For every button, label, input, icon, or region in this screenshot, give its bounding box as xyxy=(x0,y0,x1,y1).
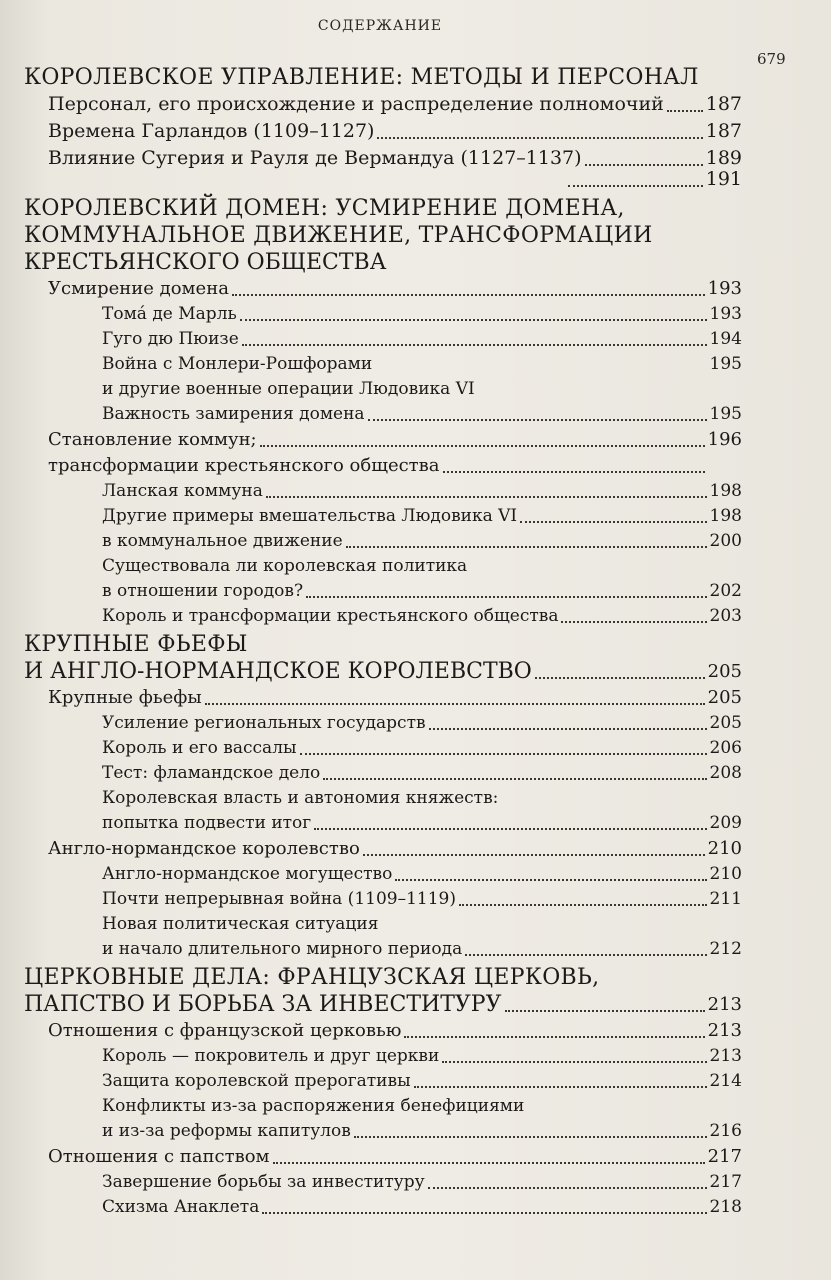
entry-label: Отношения с французской церковью xyxy=(48,1020,402,1041)
entry-label: трансформации крестьянского общества xyxy=(48,455,440,476)
entry-page: 213 xyxy=(709,1046,742,1066)
entry-page: 187 xyxy=(705,120,742,142)
toc-entry[interactable] xyxy=(22,1044,742,1069)
leader-dots xyxy=(300,753,707,755)
section-title: И АНГЛО-НОРМАНДСКОЕ КОРОЛЕВСТВО xyxy=(24,659,532,684)
running-head: СОДЕРЖАНИЕ xyxy=(317,18,443,34)
toc-entry[interactable] xyxy=(22,302,742,327)
entry-label: Новая политическая ситуация xyxy=(102,914,379,934)
entry-page: 206 xyxy=(709,738,742,758)
entry-label: Усиление региональных государств xyxy=(102,713,426,733)
leader-dots xyxy=(465,954,706,956)
leader-dots xyxy=(414,1086,707,1088)
entry-page: 213 xyxy=(707,1020,742,1041)
entry-page: 200 xyxy=(709,531,742,551)
toc-entry[interactable] xyxy=(22,427,742,453)
entry-label: Усмирение домена xyxy=(48,278,229,299)
entry-page: 193 xyxy=(707,278,742,299)
leader-dots xyxy=(240,319,707,321)
entry-label: Король и трансформации крестьянского общества xyxy=(102,606,559,626)
toc-entry[interactable] xyxy=(22,249,742,276)
entry-page: 214 xyxy=(709,1071,742,1091)
entry-page: 210 xyxy=(707,838,742,859)
entry-label: Гуго дю Пюизе xyxy=(102,329,239,349)
toc-entry[interactable] xyxy=(22,1018,742,1044)
leader-dots xyxy=(354,1136,707,1138)
leader-dots xyxy=(561,621,706,623)
section-title: КРУПНЫЕ ФЬЕФЫ xyxy=(24,632,248,657)
entry-page: 210 xyxy=(709,864,742,884)
entry-page: 198 xyxy=(709,506,742,526)
entry-label: попытка подвести итог xyxy=(102,813,312,833)
toc-entry[interactable] xyxy=(22,937,742,962)
entry-label: Король — покровитель и друг церкви xyxy=(102,1046,440,1066)
toc-entry[interactable] xyxy=(22,1170,742,1195)
leader-dots xyxy=(585,164,703,166)
leader-dots xyxy=(428,1187,707,1189)
section-title: КОММУНАЛЬНОЕ ДВИЖЕНИЕ, ТРАНСФОРМАЦИИ xyxy=(24,223,653,248)
toc-entry[interactable] xyxy=(22,736,742,761)
entry-label: Завершение борьбы за инвеституру xyxy=(102,1172,425,1192)
entry-label: Англо-нормандское могущество xyxy=(102,864,393,884)
toc-section-royal-administration xyxy=(22,64,742,193)
section-title: КРЕСТЬЯНСКОГО ОБЩЕСТВА xyxy=(24,250,387,275)
toc-section-royal-domain xyxy=(22,195,742,629)
toc-entry[interactable] xyxy=(22,711,742,736)
toc-entry[interactable] xyxy=(22,862,742,887)
leader-dots xyxy=(443,471,705,473)
entry-label: Тест: фламандское дело xyxy=(102,763,321,783)
entry-label: Король и его вассалы xyxy=(102,738,297,758)
entry-label: Важность замирения домена xyxy=(102,404,365,424)
entry-label: Томá де Марль xyxy=(102,304,237,324)
entry-label: Персонал, его происхождение и распределение полномочий xyxy=(48,93,664,115)
entry-page: 205 xyxy=(707,661,742,682)
leader-dots xyxy=(459,904,707,906)
leader-dots xyxy=(260,445,705,447)
toc-entry[interactable] xyxy=(22,479,742,504)
entry-page: 195 xyxy=(709,354,742,374)
entry-page: 213 xyxy=(707,994,742,1015)
entry-page: 216 xyxy=(709,1121,742,1141)
entry-page: 205 xyxy=(709,713,742,733)
entry-page: 202 xyxy=(709,581,742,601)
toc-entry[interactable] xyxy=(22,554,742,579)
entry-page: 195 xyxy=(709,404,742,424)
leader-dots xyxy=(429,728,707,730)
toc-section-church-affairs xyxy=(22,964,742,1220)
leader-dots xyxy=(535,677,705,679)
section-title: ПАПСТВО И БОРЬБА ЗА ИНВЕСТИТУРУ xyxy=(24,992,502,1017)
toc-entry[interactable] xyxy=(22,761,742,786)
entry-label: в отношении городов? xyxy=(102,581,304,601)
toc-entry[interactable] xyxy=(22,991,742,1018)
toc-entry[interactable] xyxy=(22,579,742,604)
toc-entry[interactable] xyxy=(22,604,742,629)
entry-label: Отношения с папством xyxy=(48,1146,270,1167)
entry-label: Времена Гарландов (1109–1127) xyxy=(48,120,375,142)
leader-dots xyxy=(442,1061,706,1063)
leader-dots xyxy=(262,1212,706,1214)
entry-label: Другие примеры вмешательства Людовика VI xyxy=(102,506,518,526)
section-title: КОРОЛЕВСКИЙ ДОМЕН: УСМИРЕНИЕ ДОМЕНА, xyxy=(24,196,625,221)
toc-entry[interactable] xyxy=(22,1119,742,1144)
toc-entry[interactable] xyxy=(22,118,742,145)
toc-entry[interactable] xyxy=(22,327,742,352)
toc-entry[interactable] xyxy=(22,1069,742,1094)
section-title: КОРОЛЕВСКОЕ УПРАВЛЕНИЕ: МЕТОДЫ И ПЕРСОНАЛ xyxy=(24,65,699,90)
leader-dots xyxy=(273,1162,705,1164)
entry-label: Схизма Анаклета xyxy=(102,1197,260,1217)
entry-page: 209 xyxy=(709,813,742,833)
toc-entry[interactable] xyxy=(22,836,742,862)
toc-entry[interactable] xyxy=(22,91,742,118)
entry-page: 217 xyxy=(707,1146,742,1167)
entry-page: 211 xyxy=(709,889,742,909)
leader-dots xyxy=(520,521,706,523)
entry-label: Влияние Сугерия и Рауля де Вермандуа (1127–1137) xyxy=(48,147,582,169)
toc-entry[interactable] xyxy=(22,887,742,912)
entry-label: и из-за реформы капитулов xyxy=(102,1121,351,1141)
toc-entry[interactable] xyxy=(22,811,742,836)
leader-dots xyxy=(266,496,707,498)
entry-page: 194 xyxy=(709,329,742,349)
leader-dots xyxy=(323,778,706,780)
entry-label: и другие военные операции Людовика VI xyxy=(102,379,475,399)
toc-entry[interactable] xyxy=(22,504,742,529)
leader-dots xyxy=(667,110,703,112)
leader-dots xyxy=(368,419,707,421)
section-title: ЦЕРКОВНЫЕ ДЕЛА: ФРАНЦУЗСКАЯ ЦЕРКОВЬ, xyxy=(24,965,600,990)
entry-label: Существовала ли королевская политика xyxy=(102,556,468,576)
leader-dots xyxy=(363,854,705,856)
leader-dots xyxy=(377,137,702,139)
entry-label: Война с Монлери-Рошфорами xyxy=(102,354,373,374)
entry-label: Ланская коммуна xyxy=(102,481,263,501)
toc-entry[interactable] xyxy=(22,1195,742,1220)
toc-entry[interactable] xyxy=(22,529,742,554)
entry-page: 203 xyxy=(709,606,742,626)
toc-entry[interactable] xyxy=(22,1144,742,1170)
leader-dots xyxy=(242,344,707,346)
toc-entry[interactable] xyxy=(22,453,742,479)
leader-dots xyxy=(346,546,707,548)
entry-page: 217 xyxy=(709,1172,742,1192)
entry-page: 187 xyxy=(705,93,742,115)
entry-page: 191 xyxy=(705,168,742,190)
entry-page: 205 xyxy=(707,687,742,708)
entry-page: 208 xyxy=(709,763,742,783)
entry-label: Англо-нормандское королевство xyxy=(48,838,360,859)
table-of-contents xyxy=(22,64,742,1222)
entry-page: 189 xyxy=(705,147,742,169)
toc-entry[interactable] xyxy=(22,658,742,685)
leader-dots xyxy=(205,703,705,705)
leader-dots xyxy=(232,294,705,296)
leader-dots xyxy=(395,879,706,881)
leader-dots xyxy=(404,1036,704,1038)
entry-label: и начало длительного мирного периода xyxy=(102,939,463,959)
entry-page: 193 xyxy=(709,304,742,324)
leader-dots xyxy=(314,828,706,830)
page-number: 679 xyxy=(757,50,786,68)
entry-label: Почти непрерывная война (1109–1119) xyxy=(102,889,456,909)
entry-label: Защита королевской прерогативы xyxy=(102,1071,411,1091)
entry-label: Королевская власть и автономия княжеств: xyxy=(102,788,499,808)
entry-page: 198 xyxy=(709,481,742,501)
entry-label: в коммунальное движение xyxy=(102,531,343,551)
entry-label: Крупные фьефы xyxy=(48,687,202,708)
leader-dots xyxy=(568,185,703,187)
toc-entry[interactable] xyxy=(22,276,742,302)
entry-label: Становление коммун; xyxy=(48,429,257,450)
entry-page: 196 xyxy=(707,429,742,450)
entry-page: 212 xyxy=(709,939,742,959)
toc-entry[interactable] xyxy=(22,402,742,427)
leader-dots xyxy=(505,1010,705,1012)
toc-entry[interactable] xyxy=(22,685,742,711)
leader-dots xyxy=(306,596,706,598)
entry-page: 218 xyxy=(709,1197,742,1217)
toc-section-great-fiefs xyxy=(22,631,742,962)
entry-label: Конфликты из-за распоряжения бенефициями xyxy=(102,1096,525,1116)
